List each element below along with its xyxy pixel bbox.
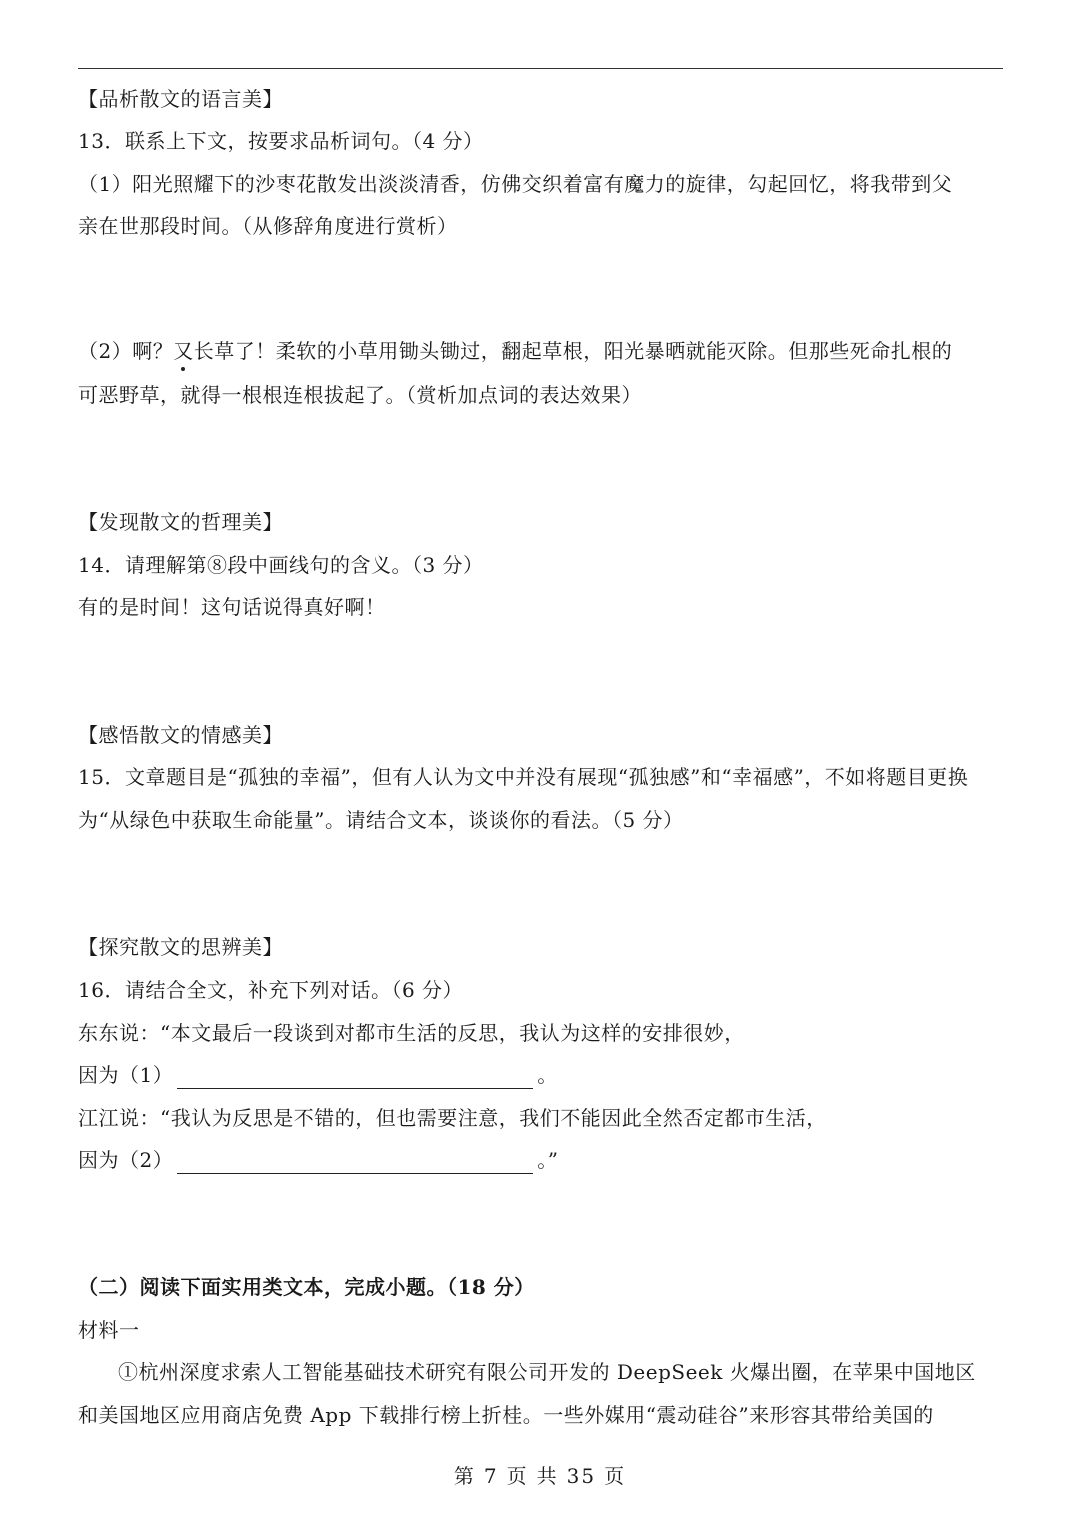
material-one-label: 材料一 [78, 1318, 140, 1342]
section-heading-philosophy: 【发现散文的哲理美】 [78, 510, 283, 534]
dongdong-end: 。 [537, 1063, 558, 1087]
dongdong-answer-line [78, 1061, 558, 1089]
footer-suffix: 页 [604, 1464, 627, 1488]
question-13-2-rest: 长草了！柔软的小草用锄头锄过，翻起草根，阳光暴晒就能灭除。但那些死命扎根的 [193, 339, 953, 363]
question-13-2-prefix: （2）啊？ [78, 339, 174, 363]
question-14: 14．请理解第⑧段中画线句的含义。（3 分） [78, 553, 484, 577]
emphasized-word [173, 337, 194, 365]
question-13-2-line1 [78, 337, 952, 365]
emphasized-word-text: 又 [173, 339, 194, 363]
section-heading-dialectic: 【探究散文的思辨美】 [78, 935, 283, 959]
emphasis-dot [181, 367, 185, 371]
page-footer [0, 1460, 1080, 1489]
dongdong-statement: 东东说：“本文最后一段谈到对都市生活的反思，我认为这样的安排很妙， [78, 1021, 745, 1045]
jiangjiang-statement: 江江说：“我认为反思是不错的，但也需要注意，我们不能因此全然否定都市生活， [78, 1106, 827, 1130]
question-13: 13．联系上下文，按要求品析词句。（4 分） [78, 129, 484, 153]
question-15-line2: 为“从绿色中获取生命能量”。请结合文本，谈谈你的看法。（5 分） [78, 808, 684, 832]
material-one-para-line1: ①杭州深度求索人工智能基础技术研究有限公司开发的 DeepSeek 火爆出圈，在苹果中国地区 [118, 1360, 976, 1384]
dongdong-because: 因为（1） [78, 1063, 174, 1087]
section-heading-language: 【品析散文的语言美】 [78, 87, 283, 111]
jiangjiang-end: 。” [537, 1148, 559, 1172]
question-15-line1: 15．文章题目是“孤独的幸福”，但有人认为文中并没有展现“孤独感”和“幸福感”，不如将题目更换 [78, 765, 969, 789]
part-two-heading: （二）阅读下面实用类文本，完成小题。（18 分） [78, 1275, 535, 1299]
header-rule [78, 68, 1003, 69]
answer-blank-2[interactable] [177, 1151, 533, 1174]
question-13-1-line1: （1）阳光照耀下的沙枣花散发出淡淡清香，仿佛交织着富有魔力的旋律，勾起回忆，将我带到父 [78, 172, 953, 196]
material-one-para-line2: 和美国地区应用商店免费 App 下载排行榜上折桂。一些外媒用“震动硅谷”来形容其带给美国的 [78, 1403, 934, 1427]
footer-page-word: 页 [506, 1464, 529, 1488]
jiangjiang-because: 因为（2） [78, 1148, 174, 1172]
footer-prefix: 第 [453, 1464, 476, 1488]
question-13-2-line2: 可恶野草，就得一根根连根拔起了。（赏析加点词的表达效果） [78, 383, 642, 407]
footer-total-pages: 35 [566, 1464, 597, 1488]
footer-total-word: 共 [536, 1464, 559, 1488]
question-16: 16．请结合全文，补充下列对话。（6 分） [78, 978, 464, 1002]
question-14-quote: 有的是时间！这句话说得真好啊！ [78, 595, 386, 619]
answer-blank-1[interactable] [177, 1066, 533, 1089]
question-13-1-line2: 亲在世那段时间。（从修辞角度进行赏析） [78, 214, 458, 238]
section-heading-emotion: 【感悟散文的情感美】 [78, 723, 283, 747]
jiangjiang-answer-line [78, 1146, 558, 1174]
footer-page-number: 7 [483, 1464, 499, 1488]
